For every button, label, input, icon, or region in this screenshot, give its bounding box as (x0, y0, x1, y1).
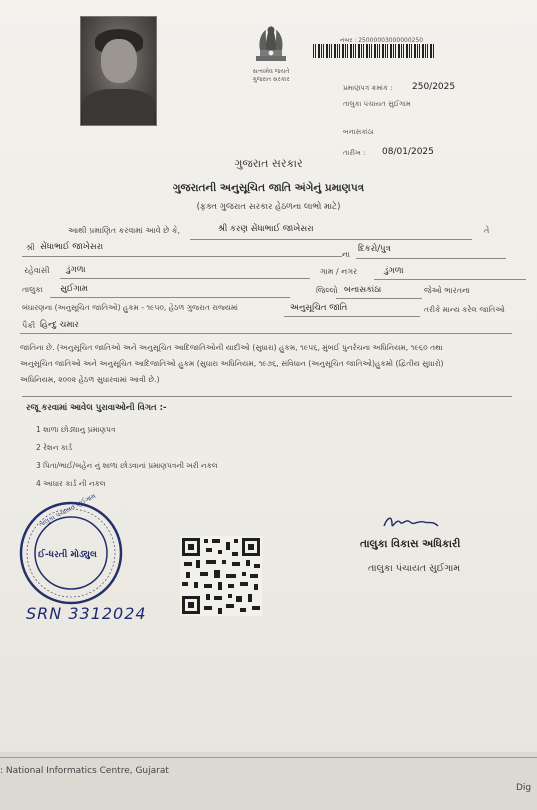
district-label: જિલ્લો (316, 286, 338, 295)
emblem-motto: સત્યમેવ જયતે (252, 68, 290, 75)
footer-credit: : National Informatics Centre, Gujarat (0, 766, 169, 776)
cert-number-label: પ્રમાણપત્ર ક્રમાંક : (343, 84, 393, 92)
caste-value: હિન્દુ ચમાર (40, 320, 79, 330)
taluka-value: સુઈગામ (60, 284, 88, 294)
village-value: ડુંગળા (384, 266, 404, 276)
applicant-photo (80, 16, 157, 126)
government-title: ગુજરાત સરકાર (234, 157, 303, 170)
validity-note: (ફક્ત ગુજરાત સરકાર હેઠળના લાભો માટે) (196, 202, 341, 212)
issuing-office: તાલુકા પંચાયત સુઈગામ (343, 100, 411, 108)
document-item: 4 આધાર કાર્ડ ની નકલ (36, 479, 106, 488)
name-suffix: તે (484, 226, 490, 235)
officer-signature (380, 512, 440, 536)
certificate-title: ગુજરાતની અનુસૂચિત જાતિ અંગેનું પ્રમાણપત્ર (172, 182, 365, 194)
emblem-gov-name: ગુજરાત સરકાર (252, 76, 290, 83)
father-name: સેંધાભાઈ જાખેસરા (40, 242, 104, 252)
certificate-barcode (313, 44, 435, 58)
documents-heading: રજૂ કરવામાં આવેલ પુરાવાઓની વિગત :- (26, 403, 167, 413)
order-text: બંધારણના (અનુસૂચિત જાતિઓ) હુકમ - ૧૯૫૦, હેઠળ ગુજરાત રાજ્યમાં (22, 303, 238, 312)
officer-designation: તાલુકા વિકાસ અધિકારી (360, 538, 461, 550)
document-item: 2 રેશન કાર્ડ (36, 443, 73, 452)
document-item: 3 પિતા/ભાઈ/બહેન નું શાળા છોડવાનાં પ્રમાણપત્રની ખરી નકલ (36, 461, 218, 470)
resident-label: રહેવાસી (24, 266, 50, 275)
date-value: 08/01/2025 (382, 147, 434, 157)
applicant-name: શ્રી કરણ સેંધાભાઈ જાખેસરા (218, 224, 314, 234)
category-value: અનુસૂચિત જાતિ (290, 303, 348, 313)
resident-value: ડુંગળા (66, 265, 86, 275)
legal-paragraph (20, 340, 525, 388)
emblem-caption (238, 68, 304, 84)
state-label: જેઓ ભારતના (424, 286, 471, 295)
village-label: ગામ / નગર (320, 267, 358, 276)
officer-office: તાલુકા પંચાયત સુઈગામ (368, 563, 461, 574)
relation-value: દિકરો/પુત્ર (358, 244, 391, 254)
caste-label: પૈકી (22, 321, 36, 330)
district-value: બનાસકાંઠા (344, 285, 382, 295)
taluka-label: તાલુકા (22, 285, 43, 294)
document-item: 1 શાળા છોડ્યાનુ પ્રમાણપત્ર (36, 425, 116, 434)
certify-label: આથી પ્રમાણિત કરવામાં આવે છે કે, (68, 226, 181, 235)
date-label: તારીખ : (343, 149, 366, 157)
father-prefix: શ્રી (26, 243, 35, 252)
legal-line-3: અધિનિયમ, ૨૦૦૨ હેઠળ સુધારવામાં આવી છે.) (20, 375, 160, 384)
srn-number: SRN 3312024 (26, 604, 147, 623)
outward-district: બનાસકાંઠા (343, 128, 374, 136)
recognized-text: તરીકે માન્ય કરેલ જાતિઓ (424, 305, 505, 314)
relation-label: ના (342, 250, 350, 259)
footer-divider (0, 757, 537, 758)
verification-qr-code (180, 536, 262, 616)
seal-ring-text: તાલુકા પંચાયત સુઈગામ (37, 491, 97, 529)
footer-right-text: Dig (516, 783, 532, 793)
seal-center-text: ઈ-ધરતી મોડ્યુલ (38, 550, 97, 560)
cert-number-value: 250/2025 (412, 82, 456, 92)
legal-line-2: અનુસૂચિત જાતિઓ અને અનુસૂચિત આદિજાતિઓ હુકમ (સુધારા અધિનિયમ, ૧૯૭૬, સંવિધાન (અનુસૂચિત જાતિઓ)હુકમો (દ્વિતીય સુધારો) (20, 359, 444, 368)
national-emblem-icon (250, 22, 292, 66)
legal-line-1: જાતિના છે. (અનુસૂચિત જાતિઓ અને અનુસૂચિત આદિજાતિઓની યાદીઓ (સુધારા) હુકમ, ૧૯૫૬, મુંબઈ પુનર્રચના અધિનિયમ, ૧૯૬૦ તથા (20, 343, 443, 352)
footer-strip (0, 752, 537, 810)
barcode-number: નંબર : 25000003000000250 (340, 37, 424, 44)
